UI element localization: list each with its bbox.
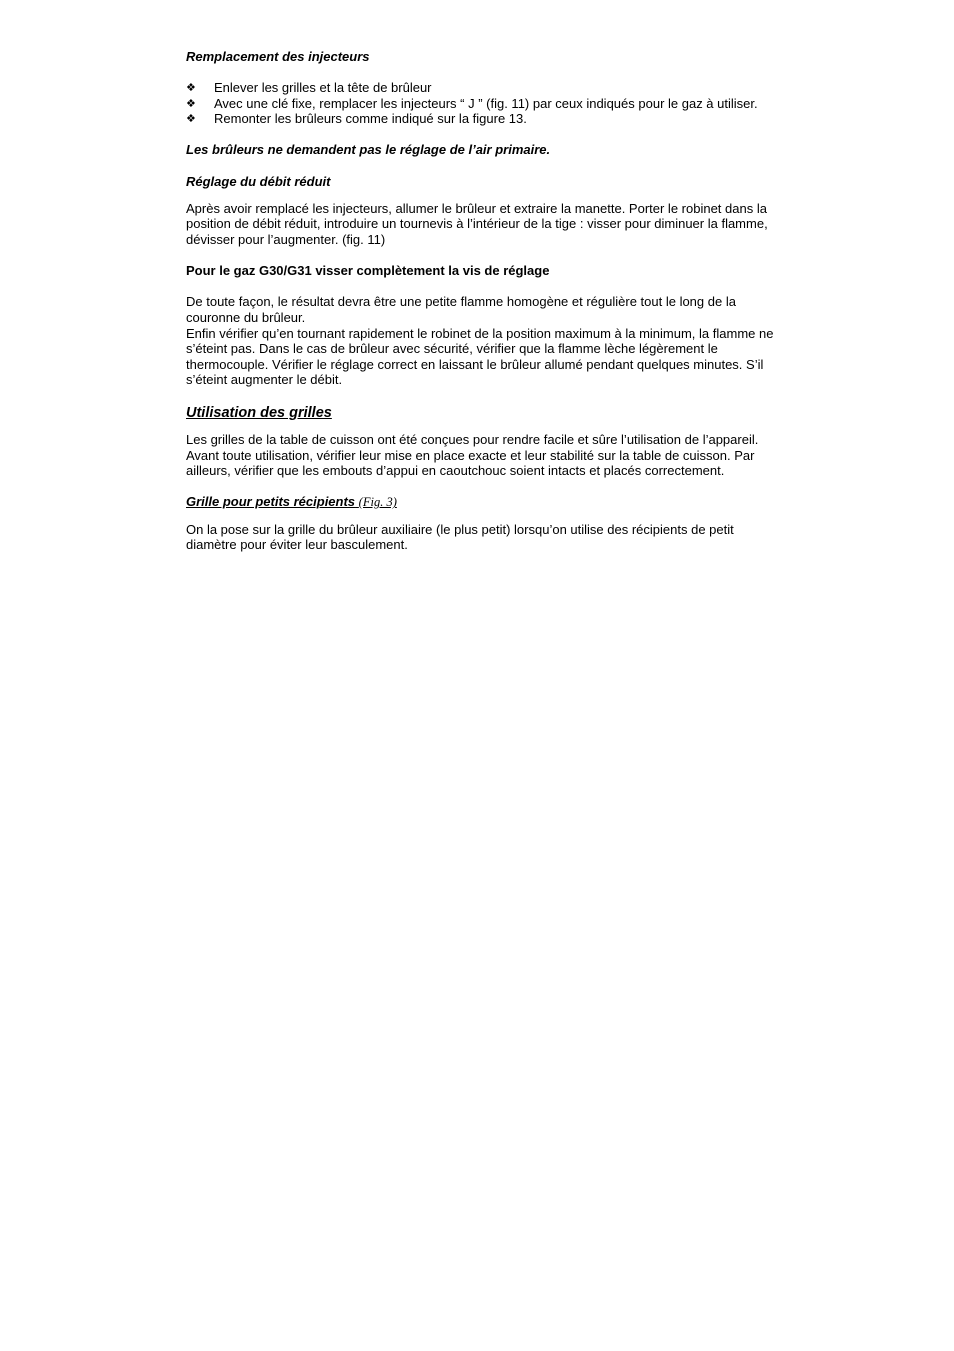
heading-grille-petits-recipients bbox=[186, 494, 776, 511]
paragraph-grilles-verification: Avant toute utilisation, vérifier leur mise en place exacte et leur stabilité sur la table de cuisson. Par ailleurs, vérifier que les embouts d’appui en caoutchouc soient intacts et placés correctement. bbox=[186, 447, 755, 479]
heading-utilisation-grilles: Utilisation des grilles bbox=[186, 405, 332, 421]
heading-grille-text: Grille pour petits récipients bbox=[186, 494, 356, 510]
note-air-primaire: Les brûleurs ne demandent pas le réglage de l’air primaire. bbox=[186, 142, 551, 158]
paragraph-grilles-intro: Les grilles de la table de cuisson ont été conçues pour rendre facile et sûre l’utilisation de l’appareil. bbox=[186, 432, 759, 447]
list-item bbox=[186, 96, 776, 112]
paragraph-resultat: De toute façon, le résultat devra être une petite flamme homogène et régulière tout le long de la couronne du brûleur. bbox=[186, 294, 736, 326]
list-item bbox=[186, 80, 776, 96]
heading-reglage-debit-reduit: Réglage du débit réduit bbox=[186, 173, 331, 189]
diamond-bullet-icon: ❖ bbox=[186, 81, 196, 95]
list-item bbox=[186, 111, 776, 127]
paragraph-reglage: Après avoir remplacé les injecteurs, allumer le brûleur et extraire la manette. Porter le robinet dans la position de débit réduit, introduire un tournevis à l’intérieur de la tige : visser pour diminuer la flamme, dévisser pour l’augmenter. (fig. 11) bbox=[186, 200, 768, 247]
note-gaz-g30-g31: Pour le gaz G30/G31 visser complètement la vis de réglage bbox=[186, 262, 550, 278]
paragraph-verification: Enfin vérifier qu’en tournant rapidement le robinet de la position maximum à la minimum, la flamme ne s’éteint pas. Dans le cas de brûleur avec sécurité, vérifier que la flamme lèche légèrement le thermocouple. Vérifier le réglage correct en laissant le brûleur allumé pendant quelques minutes. S’il s’éteint augmenter le débit. bbox=[186, 325, 774, 388]
bullet-list bbox=[186, 80, 776, 127]
diamond-bullet-icon: ❖ bbox=[186, 96, 196, 110]
list-item-text: Remonter les brûleurs comme indiqué sur la figure 13. bbox=[214, 111, 527, 127]
list-item-text: Avec une clé fixe, remplacer les injecteurs “ J ” (fig. 11) par ceux indiqués pour le gaz à utiliser. bbox=[214, 95, 758, 111]
figure-reference: (Fig. 3) bbox=[358, 495, 397, 510]
list-item-text: Enlever les grilles et la tête de brûleur bbox=[214, 80, 432, 96]
heading-remplacement-injecteurs: Remplacement des injecteurs bbox=[186, 49, 370, 64]
paragraph-grille-auxiliaire: On la pose sur la grille du brûleur auxiliaire (le plus petit) lorsqu’on utilise des récipients de petit diamètre pour éviter leur basculement. bbox=[186, 521, 734, 553]
diamond-bullet-icon: ❖ bbox=[186, 112, 196, 126]
document-page bbox=[186, 49, 776, 553]
